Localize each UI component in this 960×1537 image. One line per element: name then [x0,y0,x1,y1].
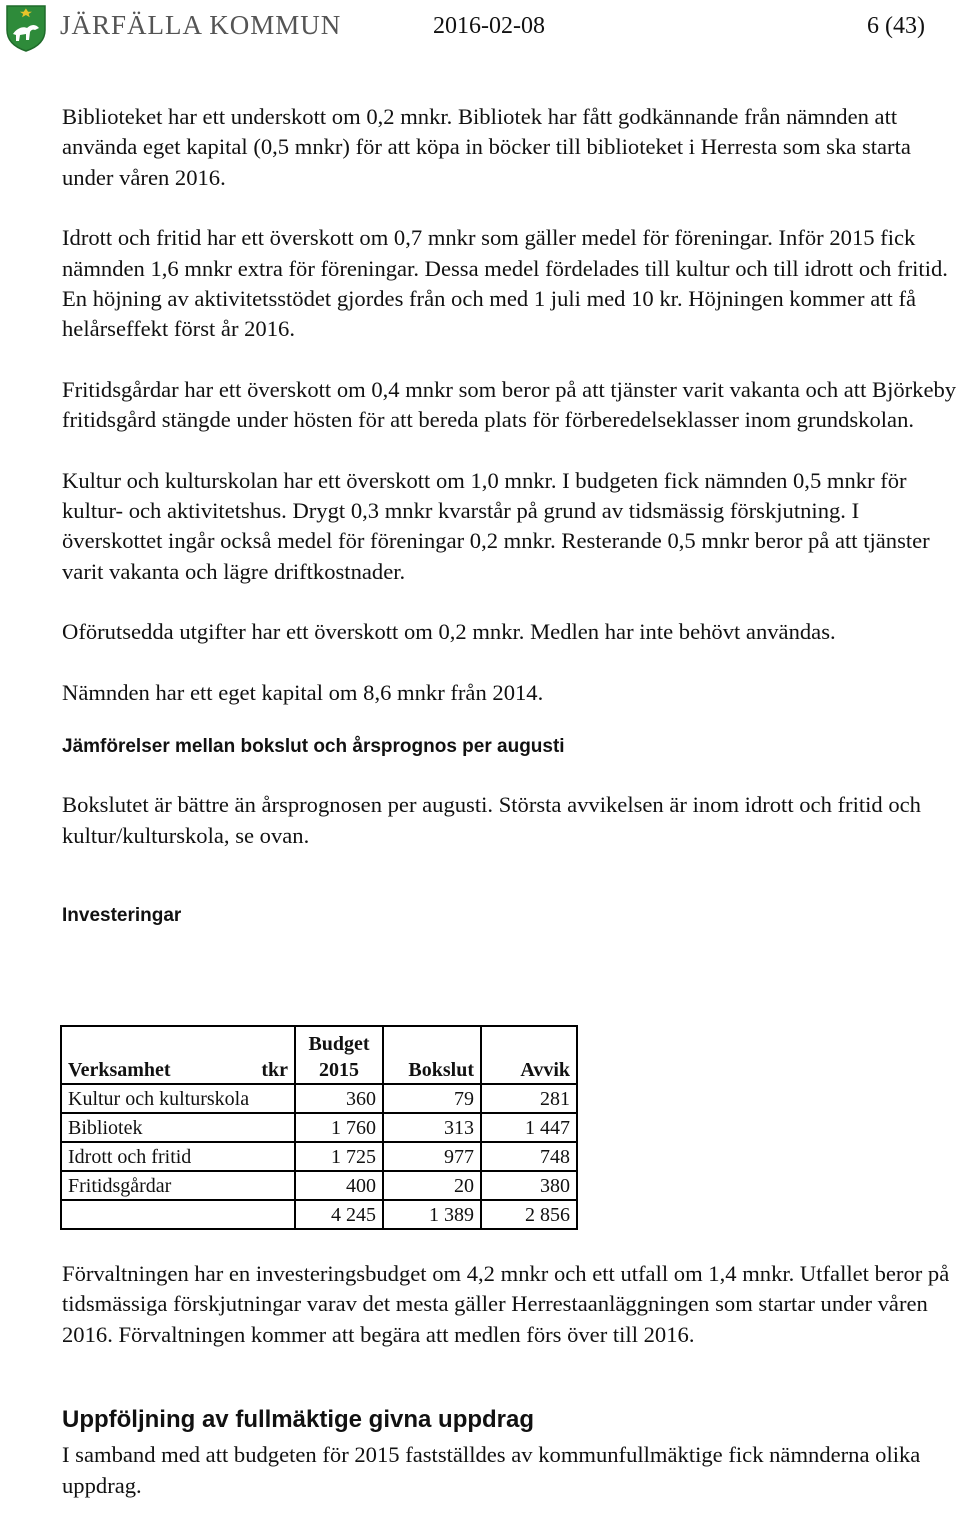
paragraph-bibliotek: Biblioteket har ett underskott om 0,2 mnkr. Bibliotek har fått godkännande från nämnden att använda eget kapital (0,5 mnkr) för att köpa in böcker till biblioteket i Herresta som ska starta under våren 2016. [62,104,911,190]
page-number: 6 (43) [867,13,925,39]
paragraph-kultur: Kultur och kulturskolan har ett överskott om 1,0 mnkr. I budgeten fick nämnden 0,5 mnkr för kultur- och aktivitetshus. Drygt 0,3 mnkr kvarstår på grund av tidsmässig förskjutning. I överskottet ingår också medel för föreningar 0,2 mnkr. Resterande 0,5 mnkr beror på att tjänster varit vakanta och lägre driftkostnader. [62,467,930,584]
cell-bokslut: 79 [383,1084,481,1113]
municipality-shield-icon [5,4,47,52]
header-verksamhet-label: Verksamhet [68,1059,171,1081]
heading-comparison: Jämförelser mellan bokslut och årsprognos per augusti [62,736,565,758]
cell-bokslut: 313 [383,1113,481,1142]
organization-name: JÄRFÄLLA KOMMUN [60,10,342,40]
paragraph-oforutsedda: Oförutsedda utgifter har ett överskott om 0,2 mnkr. Medlen har inte behövt användas. [62,619,836,645]
header-avvik: Avvik [481,1026,577,1084]
cell-name: Fritidsgårdar [61,1171,295,1200]
header-verksamhet [61,1026,295,1084]
cell-budget: 1 760 [295,1113,383,1142]
cell-name: Idrott och fritid [61,1142,295,1171]
table-row [61,1142,577,1171]
document-date: 2016-02-08 [433,13,545,39]
paragraph-eget-kapital: Nämnden har ett eget kapital om 8,6 mnkr från 2014. [62,679,544,705]
cell-budget: 1 725 [295,1142,383,1171]
paragraph-investments: Förvaltningen har en investeringsbudget om 4,2 mnkr och ett utfall om 1,4 mnkr. Utfallet beror på tidsmässiga förskjutningar varav det mesta gäller Herrestaanläggningen som startar under våren 2016. Förvaltningen kommer att begära att medlen förs över till 2016. [62,1261,950,1347]
cell-bokslut: 20 [383,1171,481,1200]
table-row [61,1084,577,1113]
table-total-row [61,1200,577,1229]
document-body-lower [62,1259,960,1501]
cell-budget: 400 [295,1171,383,1200]
heading-investments: Investeringar [62,904,182,926]
cell-budget: 360 [295,1084,383,1113]
table-row [61,1113,577,1142]
table-header-row [61,1026,577,1084]
document-body [62,102,960,927]
paragraph-comparison: Bokslutet är bättre än årsprognosen per augusti. Största avvikelsen är inom idrott och fritid och kultur/kulturskola, se ovan. [62,792,921,848]
cell-avvik: 380 [481,1171,577,1200]
header-budget-line2: 2015 [319,1059,359,1081]
cell-bokslut: 977 [383,1142,481,1171]
cell-avvik-total: 2 856 [481,1200,577,1229]
paragraph-assignments: I samband med att budgeten för 2015 fastställdes av kommunfullmäktige fick nämnderna olika uppdrag. [62,1442,921,1498]
header-budget [295,1026,383,1084]
cell-avvik: 281 [481,1084,577,1113]
header-bokslut: Bokslut [383,1026,481,1084]
page-header [0,0,960,60]
table-row [61,1171,577,1200]
cell-avvik: 748 [481,1142,577,1171]
investments-table [60,1025,578,1230]
cell-bokslut-total: 1 389 [383,1200,481,1229]
paragraph-fritidsgardar: Fritidsgårdar har ett överskott om 0,4 mnkr som beror på att tjänster varit vakanta och att Björkeby fritidsgård stängde under hösten för att bereda plats för förberedelseklasser inom grundskolan. [62,376,957,433]
cell-name: Bibliotek [61,1113,295,1142]
paragraph-idrott: Idrott och fritid har ett överskott om 0,7 mnkr som gäller medel för föreningar. Inför 2015 fick nämnden 1,6 mnkr extra för föreningar. Dessa medel fördelades till kultur och till idrott och fritid. En höjning av aktivitetsstödet gjordes från och med 1 juli med 10 kr. Höjningen kommer att få helårseffekt först år 2016. [62,225,948,342]
cell-avvik: 1 447 [481,1113,577,1142]
cell-name [61,1200,295,1229]
cell-budget-total: 4 245 [295,1200,383,1229]
header-unit-label: tkr [261,1059,288,1081]
header-budget-line1: Budget [308,1033,370,1055]
cell-name: Kultur och kulturskola [61,1084,295,1113]
heading-assignments: Uppföljning av fullmäktige givna uppdrag [62,1406,535,1434]
